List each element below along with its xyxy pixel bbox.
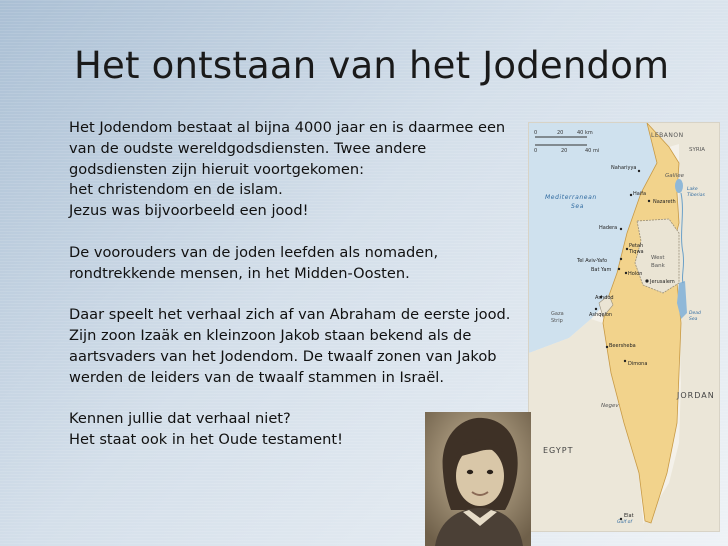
photo-eye-right bbox=[487, 470, 493, 474]
label-gaza-1: Gaza bbox=[551, 311, 564, 317]
label-med-2: Sea bbox=[571, 203, 584, 210]
scale-km-0: 0 bbox=[534, 130, 538, 136]
body-line: Het staat ook in het Oude testament! bbox=[69, 430, 343, 448]
body-line: Daar speelt het verhaal zich af van Abraham de eerste jood. bbox=[69, 306, 511, 324]
label-galilee: Galilee bbox=[665, 173, 684, 179]
label-batyam: Bat Yam bbox=[591, 267, 612, 273]
scale-km-20: 20 bbox=[557, 130, 564, 136]
label-dimona: Dimona bbox=[628, 361, 648, 367]
scale-mi-40: 40 mi bbox=[585, 148, 600, 154]
body-line: het christendom en de islam. bbox=[69, 181, 283, 199]
body-line: Jezus was bijvoorbeeld een jood! bbox=[69, 202, 309, 220]
label-syria: SYRIA bbox=[689, 147, 706, 153]
scale-mi-0: 0 bbox=[534, 148, 538, 154]
label-jerusalem: Jerusalem bbox=[650, 279, 675, 285]
label-elat: Elat bbox=[624, 513, 634, 519]
body-line: De voorouders van de joden leefden als nomaden, bbox=[69, 243, 439, 261]
label-petah-1: Petah bbox=[629, 243, 644, 249]
label-jordan: JORDAN bbox=[677, 391, 715, 400]
label-beersheba: Beersheba bbox=[609, 343, 636, 349]
body-line: rondtrekkende mensen, in het Midden-Oosten. bbox=[69, 264, 410, 282]
body-line: godsdiensten zijn hieruit voortgekomen: bbox=[69, 160, 365, 178]
body-line: aartsvaders van het Jodendom. De twaalf zonen van Jakob bbox=[69, 347, 497, 365]
body-line: Kennen jullie dat verhaal niet? bbox=[69, 410, 291, 428]
label-gulf: Gulf of bbox=[617, 520, 632, 525]
slide-title: Het ontstaan van het Jodendom bbox=[74, 44, 670, 87]
label-telaviv: Tel Aviv-Yafo bbox=[577, 258, 608, 264]
blank-line bbox=[69, 284, 519, 305]
body-line: van de oudste wereldgodsdiensten. Twee andere bbox=[69, 139, 427, 157]
scale-mi-20: 20 bbox=[561, 148, 568, 154]
girl-photo bbox=[425, 412, 531, 546]
label-westbank-1: West bbox=[651, 255, 665, 261]
label-egypt: EGYPT bbox=[543, 446, 574, 455]
label-lebanon: LEBANON bbox=[651, 132, 684, 139]
label-negev: Negev bbox=[601, 403, 619, 409]
label-ashdod: Ashdod bbox=[595, 295, 614, 301]
label-westbank-2: Bank bbox=[651, 263, 665, 269]
blank-line bbox=[69, 222, 519, 243]
label-hadera: Hadera bbox=[599, 225, 618, 231]
label-holon: Holon bbox=[628, 271, 643, 277]
label-haifa: Haifa bbox=[633, 191, 647, 197]
label-lake-2: Tiberias bbox=[687, 193, 705, 198]
lake-tiberias-icon bbox=[675, 179, 683, 193]
label-lake-1: Lake bbox=[687, 187, 698, 192]
scale-km-40: 40 km bbox=[577, 130, 593, 136]
slide-body bbox=[69, 118, 519, 451]
body-line: werden de leiders van de twaalf stammen in Israël. bbox=[69, 368, 444, 386]
label-nazareth: Nazareth bbox=[653, 199, 676, 205]
label-med-1: Mediterranean bbox=[545, 194, 597, 201]
blank-line bbox=[69, 388, 519, 409]
body-line: Het Jodendom bestaat al bijna 4000 jaar en is daarmee een bbox=[69, 119, 506, 136]
body-line: Zijn zoon Izaäk en kleinzoon Jakob staan bekend als de bbox=[69, 326, 472, 344]
label-deadsea-1: Dead bbox=[689, 311, 701, 316]
label-petah-2: Tiqwa bbox=[629, 249, 644, 255]
photo-eye-left bbox=[467, 470, 473, 474]
label-gaza-2: Strip bbox=[551, 318, 563, 324]
label-nahariyya: Nahariyya bbox=[611, 165, 637, 171]
label-ashqelon: Ashqelon bbox=[589, 312, 613, 318]
israel-map bbox=[528, 122, 720, 532]
label-deadsea-2: Sea bbox=[689, 317, 698, 322]
